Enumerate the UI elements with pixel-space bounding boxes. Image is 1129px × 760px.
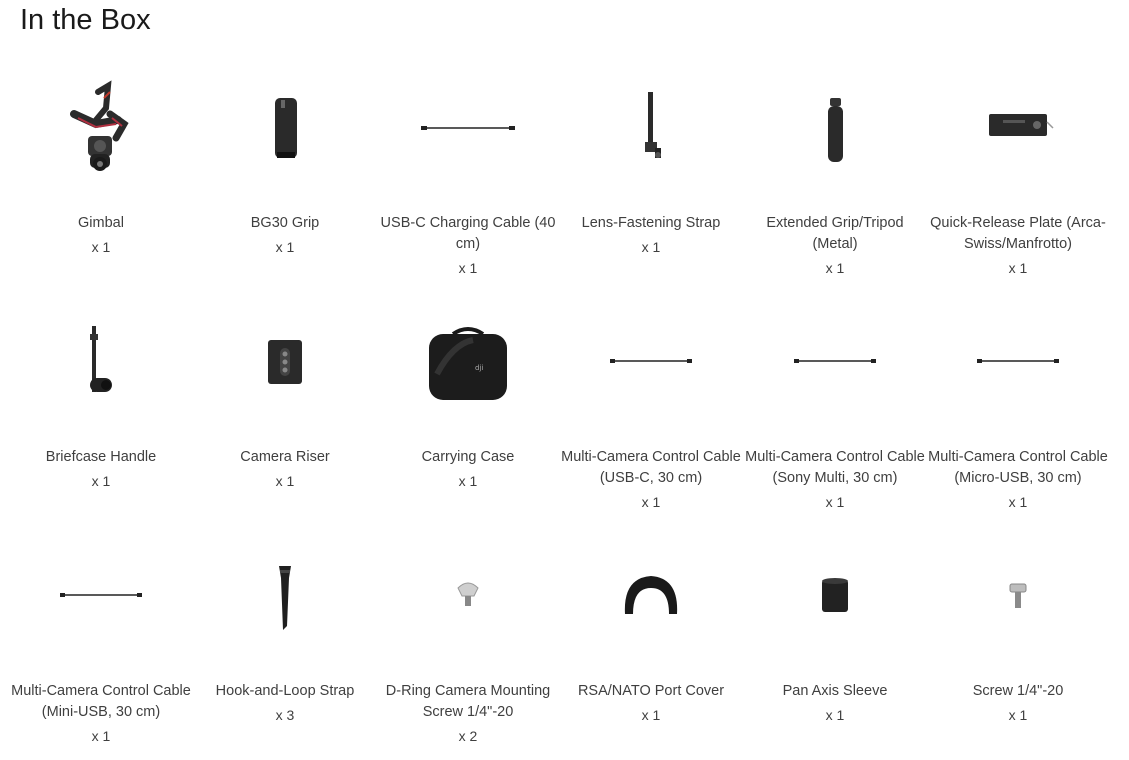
cable-icon: [559, 314, 743, 424]
item-quantity: x 1: [275, 239, 295, 255]
gimbal-icon: [9, 80, 193, 190]
item-quantity: x 1: [458, 260, 478, 276]
item-name-text: Pan Axis Sleeve: [782, 683, 888, 699]
cable-icon: [926, 314, 1110, 424]
item-name: [561, 681, 741, 726]
plate-icon: [926, 80, 1110, 190]
item-name: [378, 681, 558, 747]
dring-screw-icon: [376, 548, 560, 658]
cable-icon: [376, 80, 560, 190]
item-name-text: Multi-Camera Control Cable (USB-C, 30 cm): [561, 449, 741, 486]
port-cover-icon: [559, 548, 743, 658]
item-quantity: x 1: [91, 473, 111, 489]
item-name-text: D-Ring Camera Mounting Screw 1/4"-20: [385, 683, 551, 720]
item-name-text: Multi-Camera Control Cable (Micro-USB, 30 cm): [928, 449, 1108, 486]
camera-riser-icon: [193, 314, 377, 424]
item-quantity: x 1: [641, 707, 661, 723]
item-name-text: Quick-Release Plate (Arca-Swiss/Manfrotto): [930, 215, 1106, 252]
carrying-case-icon: [376, 314, 560, 424]
hook-loop-strap-icon: [193, 548, 377, 658]
item-name: [561, 213, 741, 258]
item-name: [195, 447, 375, 492]
item-quantity: x 3: [275, 707, 295, 723]
briefcase-handle-icon: [9, 314, 193, 424]
item-name-text: RSA/NATO Port Cover: [577, 683, 725, 699]
item-name: [378, 213, 558, 279]
item-name: [195, 213, 375, 258]
lens-strap-icon: [559, 80, 743, 190]
cable-icon: [743, 314, 927, 424]
item-quantity: x 1: [641, 239, 661, 255]
cable-icon: [9, 548, 193, 658]
item-name-text: Carrying Case: [421, 449, 515, 465]
item-name-text: Briefcase Handle: [45, 449, 157, 465]
item-name-text: Multi-Camera Control Cable (Mini-USB, 30 cm): [11, 683, 191, 720]
item-quantity: x 1: [91, 728, 111, 744]
item-name-text: Screw 1/4"-20: [972, 683, 1064, 699]
item-name-text: Gimbal: [78, 215, 124, 231]
item-name: [928, 681, 1108, 726]
item-name: [745, 681, 925, 726]
page-title: In the Box: [20, 4, 151, 36]
tripod-icon: [743, 80, 927, 190]
item-name-text: Lens-Fastening Strap: [581, 215, 721, 231]
item-name: [928, 213, 1108, 279]
sleeve-icon: [743, 548, 927, 658]
item-name: [745, 447, 925, 513]
item-quantity: x 1: [825, 494, 845, 510]
item-quantity: x 1: [458, 473, 478, 489]
item-quantity: x 1: [91, 239, 111, 255]
item-quantity: x 1: [275, 473, 295, 489]
item-quantity: x 1: [1008, 707, 1028, 723]
item-name: [195, 681, 375, 726]
item-name: [561, 447, 741, 513]
item-name: [928, 447, 1108, 513]
item-name: [11, 681, 191, 747]
svg-text:dji: dji: [475, 364, 484, 372]
screw-icon: [926, 548, 1110, 658]
item-name-text: USB-C Charging Cable (40 cm): [380, 215, 556, 252]
item-quantity: x 1: [1008, 260, 1028, 276]
item-quantity: x 1: [1008, 494, 1028, 510]
grip-icon: [193, 80, 377, 190]
item-name: [745, 213, 925, 279]
item-name-text: Multi-Camera Control Cable (Sony Multi, 30 cm): [745, 449, 925, 486]
item-quantity: x 1: [825, 260, 845, 276]
item-name: [378, 447, 558, 492]
item-name: [11, 213, 191, 258]
item-name-text: BG30 Grip: [250, 215, 320, 231]
item-name-text: Camera Riser: [240, 449, 330, 465]
item-name: [11, 447, 191, 492]
item-quantity: x 1: [641, 494, 661, 510]
item-name-text: Hook-and-Loop Strap: [215, 683, 355, 699]
item-name-text: Extended Grip/Tripod (Metal): [766, 215, 904, 252]
item-quantity: x 1: [825, 707, 845, 723]
item-quantity: x 2: [458, 728, 478, 744]
